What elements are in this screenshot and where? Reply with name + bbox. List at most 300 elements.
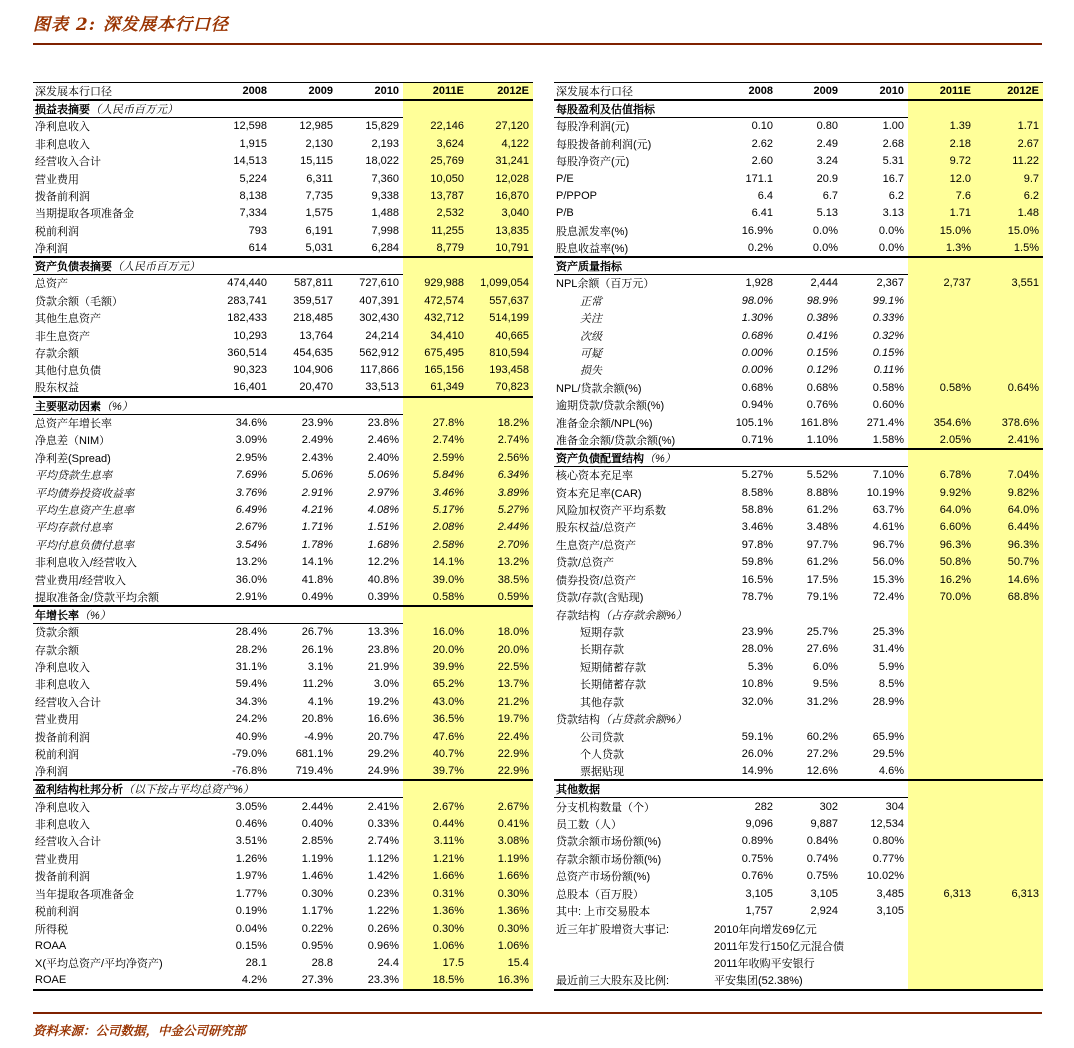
value-cell: 0.58% [872, 381, 904, 394]
value-cell: 10.19% [866, 486, 904, 499]
value-cell: 282 [754, 800, 773, 813]
value-cell: 61.2% [806, 503, 838, 516]
value-cell: 13,764 [299, 329, 333, 342]
value-cell: 0.30% [403, 920, 468, 937]
data-row [554, 275, 1043, 292]
data-row [554, 902, 1043, 919]
value-cell: 28.2% [235, 643, 267, 656]
value-cell: 9.72 [908, 152, 975, 169]
row-label: 税前利润 [35, 906, 79, 919]
section-header-row [33, 397, 533, 415]
value-cell: 1.06% [468, 937, 533, 954]
value-cell: 5.9% [878, 660, 904, 673]
value-cell: 0.31% [403, 885, 468, 902]
row-label: 非利息收入 [35, 818, 90, 831]
value-cell: 474,440 [227, 277, 267, 290]
data-row [554, 693, 1043, 710]
value-cell: 6.4 [757, 189, 773, 202]
row-label: 总资产 [35, 278, 68, 291]
section-note: （人民币百万元） [112, 261, 200, 273]
value-cell: -4.9% [304, 730, 333, 743]
value-cell: 12,985 [299, 120, 333, 133]
value-cell: 454,635 [293, 346, 333, 359]
data-row [33, 798, 533, 815]
value-cell: 0.11% [873, 364, 904, 377]
value-cell: 22.4% [468, 728, 533, 745]
value-cell: 2.85% [301, 835, 333, 848]
data-row [33, 466, 533, 483]
value-cell: 0.58% [403, 588, 468, 605]
value-cell: 0.77% [872, 852, 904, 865]
row-label: 非利息收入 [35, 138, 90, 151]
value-cell: 0.68% [741, 381, 773, 394]
value-cell: 3.46% [403, 484, 468, 501]
data-row [554, 240, 1043, 257]
value-cell: 0.75% [806, 870, 838, 883]
value-cell: 19.2% [367, 695, 399, 708]
row-label: 可疑 [580, 347, 602, 360]
column-header-2011E: 2011E [403, 83, 468, 101]
data-row [33, 885, 533, 902]
value-cell: 15.3% [872, 573, 904, 586]
note-text: 2010年向增发69亿元 [714, 923, 817, 936]
value-cell: 2.49 [816, 137, 838, 150]
note-row [554, 955, 1043, 972]
value-cell: 63.7% [872, 503, 904, 516]
value-cell: 105.1% [735, 416, 773, 429]
value-cell: 283,741 [227, 294, 267, 307]
value-cell: 41.8% [301, 573, 333, 586]
value-cell: 8,779 [403, 240, 468, 257]
value-cell: 9.7 [975, 170, 1043, 187]
row-label: 总资产年增长率 [35, 418, 112, 431]
value-cell: 28.4% [235, 626, 267, 639]
value-cell: 61.2% [806, 556, 838, 569]
value-cell [975, 693, 1043, 710]
value-cell [975, 902, 1043, 919]
row-label: 生息资产/总资产 [556, 539, 637, 552]
value-cell: 20.7% [367, 730, 399, 743]
column-header-2010: 2010 [337, 83, 403, 101]
value-cell: 97.8% [741, 538, 773, 551]
value-cell: 6.60% [908, 519, 975, 536]
value-cell [975, 658, 1043, 675]
value-cell: 3.0% [373, 678, 399, 691]
value-cell: 165,156 [403, 362, 468, 379]
row-label: 票据贴现 [580, 766, 624, 779]
value-cell: 2.74% [403, 432, 468, 449]
value-cell: 1.30% [741, 312, 773, 325]
section-header-row [33, 606, 533, 624]
value-cell: 3.89% [468, 484, 533, 501]
row-label: 经营收入合计 [35, 156, 101, 169]
section-title [33, 257, 403, 275]
value-cell: 0.41% [806, 329, 838, 342]
value-cell: 0.10 [751, 120, 773, 133]
table-header-row [554, 83, 1043, 101]
value-cell: 1.22% [367, 905, 399, 918]
value-cell: 0.68% [741, 329, 773, 342]
data-row [33, 711, 533, 728]
row-label: 准备金余额/贷款余额(%) [556, 434, 676, 447]
value-cell: 15,829 [365, 120, 399, 133]
data-row [33, 554, 533, 571]
row-label: 逾期贷款/贷款余额(%) [556, 400, 665, 413]
data-row [554, 833, 1043, 850]
row-label: 准备金余额/NPL(%) [556, 417, 653, 430]
data-row [33, 275, 533, 292]
value-cell [908, 728, 975, 745]
value-cell: 16.3% [468, 972, 533, 989]
spacer-cell [975, 257, 1043, 275]
value-cell: 21.2% [468, 693, 533, 710]
row-label: X(平均总资产/平均净资产) [35, 958, 163, 971]
data-row [554, 658, 1043, 675]
value-cell: 0.46% [235, 817, 267, 830]
value-cell: 675,495 [403, 344, 468, 361]
value-cell [975, 397, 1043, 414]
value-cell [908, 344, 975, 361]
value-cell [908, 623, 975, 640]
table-header-label: 深发展本行口径 [554, 83, 712, 101]
value-cell: 64.0% [908, 501, 975, 518]
value-cell: 36.0% [235, 573, 267, 586]
value-cell: 1.42% [367, 870, 399, 883]
value-cell: 0.33% [872, 312, 904, 325]
value-cell: 3.09% [235, 434, 267, 447]
row-label: 公司贷款 [580, 731, 624, 744]
data-row [554, 414, 1043, 431]
value-cell: 0.15% [235, 940, 267, 953]
value-cell: 2.44% [468, 519, 533, 536]
value-cell: 1.26% [235, 852, 267, 865]
value-cell [908, 676, 975, 693]
value-cell: 2.41% [975, 431, 1043, 448]
data-row [33, 344, 533, 361]
data-row [554, 205, 1043, 222]
value-cell: 1.77% [235, 887, 267, 900]
row-label: 拨备前利润 [35, 871, 90, 884]
value-cell: 19.7% [468, 711, 533, 728]
value-cell: 1.78% [301, 538, 333, 551]
value-cell: 34.6% [235, 417, 267, 430]
value-cell: 587,811 [294, 277, 333, 290]
value-cell: 7,334 [239, 207, 267, 220]
value-cell: 793 [248, 224, 267, 237]
value-cell: 5.27% [468, 501, 533, 518]
data-row [554, 466, 1043, 483]
data-row [33, 414, 533, 431]
section-note: （占存款余额%） [600, 609, 687, 622]
section-label: 每股盈利及估值指标 [556, 104, 655, 116]
value-cell: 70.0% [908, 588, 975, 605]
value-cell: 9.5% [812, 678, 838, 691]
spacer-cell [908, 100, 975, 118]
value-cell: 1.5% [975, 240, 1043, 257]
row-label: 每股净资产(元) [556, 156, 630, 169]
value-cell: 47.6% [403, 728, 468, 745]
data-row [33, 152, 533, 169]
note-row [554, 937, 1043, 954]
value-cell: 2.68 [882, 137, 904, 150]
section-label: 资产负债表摘要 [35, 261, 112, 273]
value-cell: 0.19% [235, 905, 267, 918]
data-row [33, 571, 533, 588]
value-cell: 4.08% [367, 503, 399, 516]
value-cell: 727,610 [359, 277, 399, 290]
value-cell: 7.6 [908, 187, 975, 204]
value-cell: 681.1% [295, 748, 333, 761]
row-label: 当年提取各项准备金 [35, 888, 134, 901]
value-cell: 6.34% [468, 466, 533, 483]
value-cell: 5.06% [301, 469, 333, 482]
value-cell: 0.76% [806, 399, 838, 412]
spacer-cell [403, 780, 468, 798]
value-cell: 1.51% [367, 521, 399, 534]
value-cell: 2.41% [367, 800, 399, 813]
footer-divider [33, 1012, 1042, 1014]
section-note: （%） [101, 400, 133, 413]
value-cell: 33,513 [365, 381, 399, 394]
row-label: 风险加权资产平均系数 [556, 504, 666, 517]
value-cell [908, 309, 975, 326]
value-cell: 96.3% [908, 536, 975, 553]
spacer-cell [908, 257, 975, 275]
data-row [554, 362, 1043, 379]
value-cell: 2.67% [235, 521, 267, 534]
data-row [554, 170, 1043, 187]
section-header-row [33, 780, 533, 798]
row-label: 拨备前利润 [35, 731, 90, 744]
value-cell: 0.41% [468, 815, 533, 832]
value-cell: 97.7% [806, 538, 838, 551]
row-label: 当期提取各项准备金 [35, 208, 134, 221]
spacer-cell [908, 449, 975, 467]
data-row [33, 850, 533, 867]
row-label: 资本充足率(CAR) [556, 487, 642, 500]
value-cell [908, 292, 975, 309]
value-cell [908, 902, 975, 919]
value-cell: 12.6% [806, 765, 838, 778]
data-row [33, 902, 533, 919]
value-cell: 472,574 [403, 292, 468, 309]
value-cell: 27.6% [806, 643, 838, 656]
value-cell: 16.5% [741, 573, 773, 586]
section-label: 盈利结构杜邦分析 [35, 784, 123, 797]
value-cell [908, 815, 975, 832]
value-cell: 5.3% [747, 660, 773, 673]
value-cell: 2.74% [468, 432, 533, 449]
row-label: P/PPOP [556, 189, 597, 202]
value-cell: 3.24 [816, 155, 838, 168]
value-cell: 39.7% [403, 763, 468, 780]
row-label: 股息收益率(%) [556, 242, 629, 255]
value-cell: 8.5% [878, 678, 904, 691]
value-cell: 34,410 [403, 327, 468, 344]
value-cell: 11.22 [975, 152, 1043, 169]
section-title [554, 449, 908, 467]
value-cell: 25.3% [872, 626, 904, 639]
value-cell: 23.9% [741, 626, 773, 639]
value-cell: 1,575 [305, 207, 333, 220]
row-label: NPL余额（百万元） [556, 278, 655, 291]
row-label: 营业费用 [35, 714, 79, 727]
value-cell: 0.26% [367, 922, 399, 935]
data-row [33, 484, 533, 501]
value-cell: 68.8% [975, 588, 1043, 605]
data-row [33, 170, 533, 187]
data-row [554, 536, 1043, 553]
value-cell [908, 327, 975, 344]
spacer-cell [975, 449, 1043, 467]
value-cell: 9,096 [745, 817, 773, 830]
section-note: （占贷款余额%） [600, 714, 687, 727]
data-row [33, 868, 533, 885]
value-cell: 3,040 [468, 205, 533, 222]
data-row [33, 937, 533, 954]
value-cell: 14.1% [403, 554, 468, 571]
data-row [33, 222, 533, 239]
value-cell: 271.4% [866, 416, 904, 429]
value-cell: 3.11% [403, 833, 468, 850]
subsection-header-row [554, 606, 1043, 623]
value-cell: 14,513 [233, 155, 267, 168]
value-cell: 0.94% [741, 399, 773, 412]
value-cell: 193,458 [468, 362, 533, 379]
row-label: 每股拨备前利润(元) [556, 138, 652, 151]
value-cell: 6.7 [822, 189, 838, 202]
value-cell [908, 850, 975, 867]
value-cell: 26.0% [741, 748, 773, 761]
value-cell: 6,311 [306, 172, 333, 185]
data-row [554, 571, 1043, 588]
value-cell: 1.58% [872, 433, 904, 446]
value-cell: 302 [819, 800, 838, 813]
section-label: 损益表摘要 [35, 104, 90, 116]
value-cell: -76.8% [232, 765, 267, 778]
value-cell [975, 641, 1043, 658]
value-cell: 1,928 [745, 277, 773, 290]
value-cell: 23.3% [367, 974, 399, 987]
value-cell: 12.2% [367, 556, 399, 569]
value-cell: 7.04% [975, 466, 1043, 483]
row-label: 净利息收入 [35, 801, 90, 814]
value-cell: 2.59% [403, 449, 468, 466]
data-row [554, 309, 1043, 326]
source-note: 资料来源：公司数据，中金公司研究部 [33, 1023, 246, 1038]
value-cell: 23.8% [367, 417, 399, 430]
value-cell: 2.40% [367, 451, 399, 464]
row-label: 非生息资产 [35, 330, 90, 343]
value-cell: 0.00% [741, 364, 773, 377]
value-cell: 16.0% [403, 623, 468, 640]
section-title [33, 606, 403, 624]
data-row [554, 763, 1043, 780]
row-label: 股东权益/总资产 [556, 522, 637, 535]
value-cell: 5.31 [882, 155, 904, 168]
spacer-cell [908, 780, 975, 798]
row-label: 关注 [580, 313, 602, 326]
value-cell: 10,791 [468, 240, 533, 257]
value-cell: 5.27% [741, 469, 773, 482]
value-cell [975, 362, 1043, 379]
value-cell: 6.49% [235, 503, 267, 516]
row-label: 存款余额 [35, 347, 79, 360]
section-header-row [554, 100, 1043, 118]
row-label: 净利润 [35, 242, 68, 255]
value-cell: 5.52% [806, 469, 838, 482]
value-cell: 0.2% [747, 241, 773, 254]
spacer-cell [403, 100, 468, 118]
value-cell: 1.66% [468, 868, 533, 885]
value-cell: 16.6% [367, 713, 399, 726]
value-cell: 354.6% [908, 414, 975, 431]
value-cell: 0.59% [468, 588, 533, 605]
value-cell: 0.64% [975, 379, 1043, 396]
value-cell: 59.4% [235, 678, 267, 691]
value-cell: 6,284 [371, 241, 399, 254]
data-row [554, 431, 1043, 448]
value-cell: 59.1% [741, 730, 773, 743]
value-cell: 4.6% [878, 765, 904, 778]
value-cell: 2.49% [301, 434, 333, 447]
row-label: 股息派发率(%) [556, 225, 629, 238]
row-label: 核心资本充足率 [556, 470, 633, 483]
value-cell: 90,323 [233, 364, 267, 377]
value-cell: 7.10% [872, 469, 904, 482]
row-label: 净息差（NIM） [35, 435, 111, 448]
value-cell: 6.2 [888, 189, 904, 202]
value-cell: 1.19% [468, 850, 533, 867]
value-cell: 557,637 [468, 292, 533, 309]
value-cell: 34.3% [235, 695, 267, 708]
data-row [33, 955, 533, 972]
value-cell [908, 798, 975, 815]
row-label: 平均债券投资收益率 [35, 487, 134, 500]
section-title [33, 780, 403, 798]
column-header-2009: 2009 [271, 83, 337, 101]
value-cell: 218,485 [293, 312, 333, 325]
spacer-cell [908, 606, 975, 623]
value-cell: 2,924 [810, 905, 838, 918]
value-cell: 20.0% [403, 641, 468, 658]
spacer-cell [975, 780, 1043, 798]
value-cell: 562,912 [359, 346, 399, 359]
value-cell: 2.95% [235, 451, 267, 464]
data-row [33, 693, 533, 710]
value-cell: 16,401 [233, 381, 267, 394]
column-header-2011E: 2011E [908, 83, 975, 101]
value-cell: 0.12% [806, 364, 838, 377]
value-cell: 14.6% [975, 571, 1043, 588]
value-cell: 3.46% [741, 521, 773, 534]
value-cell: 0.39% [367, 590, 399, 603]
value-cell: 96.7% [872, 538, 904, 551]
value-cell: 3,551 [975, 275, 1043, 292]
value-cell: 0.04% [235, 922, 267, 935]
value-cell: 40.8% [367, 573, 399, 586]
data-row [554, 728, 1043, 745]
data-row [554, 554, 1043, 571]
value-cell: 3,105 [876, 905, 904, 918]
value-cell: 16,870 [468, 187, 533, 204]
value-cell: 20.9 [816, 172, 838, 185]
value-cell: 2.62 [751, 137, 773, 150]
value-cell: 99.1% [872, 294, 904, 307]
value-cell: 22.9% [468, 763, 533, 780]
row-label: 员工数（人） [556, 818, 622, 831]
value-cell: 3,105 [810, 887, 838, 900]
